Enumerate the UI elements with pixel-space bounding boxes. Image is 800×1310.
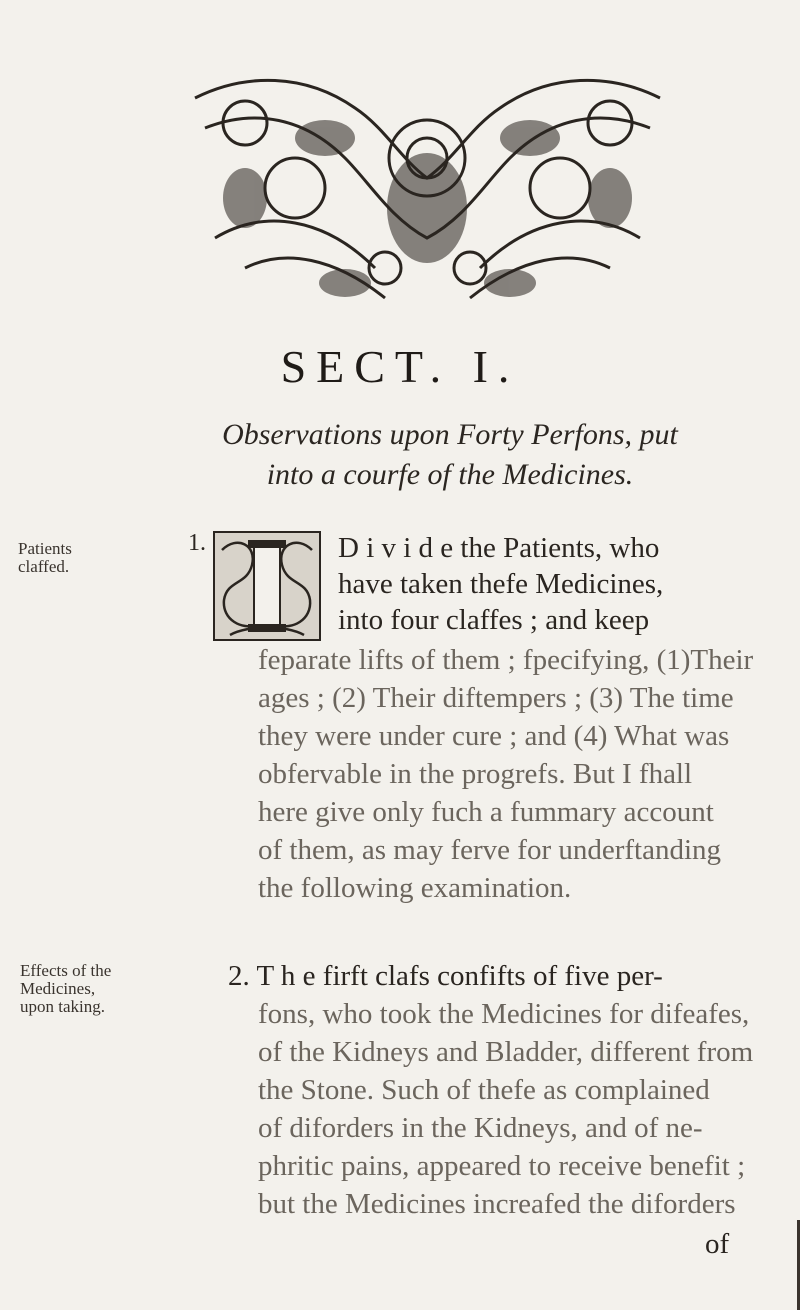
section-subtitle-line-1: Observations upon Forty Perfons, put: [222, 418, 678, 451]
paragraph-1-line: obfervable in the progrefs. But I fhall: [258, 758, 693, 790]
section-subtitle-line-2: into a courfe of the Medicines.: [266, 458, 634, 491]
paragraph-1-line: here give only fuch a fummary account: [258, 796, 714, 828]
paragraph-2-line: of the Kidneys and Bladder, different from: [258, 1036, 754, 1068]
margin-note-line: upon taking.: [20, 997, 105, 1016]
paragraph-1-line: ages ; (2) Their diftempers ; (3) The time: [258, 682, 734, 714]
margin-note-line: Medicines,: [20, 979, 96, 998]
paragraph-1-line: have taken thefe Medicines,: [338, 568, 664, 600]
section-title: SECT. I.: [280, 341, 520, 392]
paragraph-2-line: the Stone. Such of thefe as complained: [258, 1074, 710, 1106]
paragraph-2-line: but the Medicines increafed the diforders: [258, 1188, 736, 1220]
paragraph-1-line: of them, as may ferve for underftanding: [258, 834, 722, 866]
margin-note-patients: [18, 540, 128, 576]
margin-note-effects: [20, 962, 130, 1016]
margin-note-line: claffed.: [18, 557, 70, 576]
paragraph-2-line: of diforders in the Kidneys, and of ne-: [258, 1112, 703, 1144]
paragraph-2-line: fons, who took the Medicines for difeafes,: [258, 998, 750, 1030]
decorated-initial-I-icon: [212, 530, 322, 642]
paragraph-number: 1.: [188, 530, 206, 556]
paragraph-1-line: they were under cure ; and (4) What was: [258, 720, 730, 752]
paragraph-2-line: phritic pains, appeared to receive benefit ;: [258, 1150, 746, 1182]
catchword: of: [705, 1228, 730, 1260]
margin-note-line: Patients: [18, 539, 72, 558]
paragraph-1-line: D i v i d e the Patients, who: [338, 532, 660, 564]
paragraph-1-line: the following examination.: [258, 872, 572, 904]
paragraph-1-line: feparate lifts of them ; fpecifying, (1)Their: [258, 644, 754, 676]
paragraph-1-line: into four claffes ; and keep: [338, 604, 650, 636]
paragraph-2-line: 2. T h e firft clafs confifts of five per-: [228, 960, 663, 992]
floral-ornament-headpiece: [185, 68, 670, 308]
margin-note-line: Effects of the: [20, 961, 112, 980]
